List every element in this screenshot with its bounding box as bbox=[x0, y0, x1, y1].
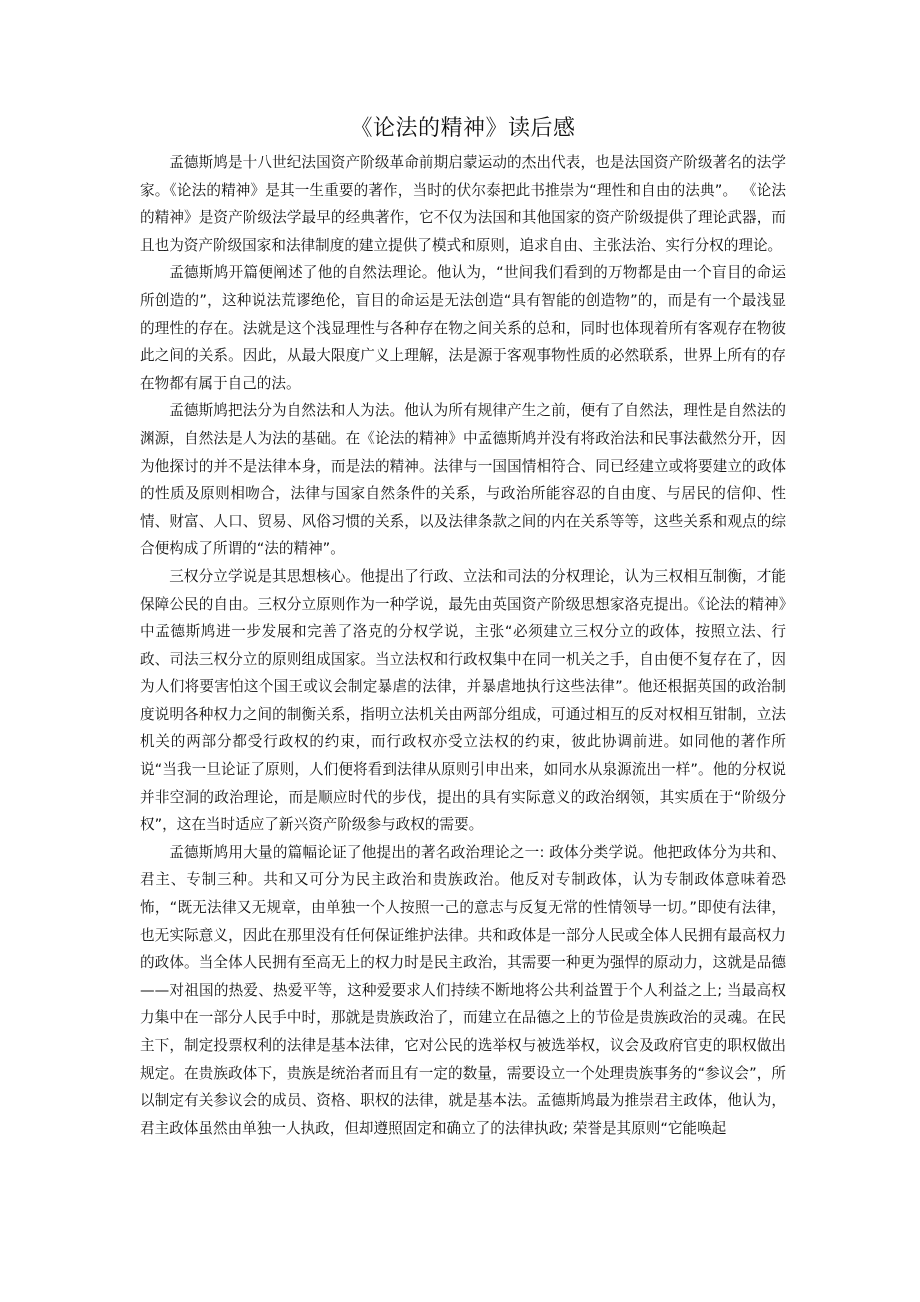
paragraph-1: 孟德斯鸠是十八世纪法国资产阶级革命前期启蒙运动的杰出代表，也是法国资产阶级著名的法学家。《论法的精神》是其一生重要的著作，当时的伏尔泰把此书推崇为“理性和自由的法典”。 《论法的精神》是资产阶级法学最早的经典著作，它不仅为法国和其他国家的资产阶级提供了理论武器，而且也为资产阶级国家和法律制度的建立提供了模式和原则，追求自由、主张法治、实行分权的理论。 bbox=[140, 154, 786, 254]
paragraph-4: 三权分立学说是其思想核心。他提出了行政、立法和司法的分权理论，认为三权相互制衡，才能保障公民的自由。三权分立原则作为一种学说，最先由英国资产阶级思想家洛克提出。《论法的精神》中孟德斯鸠进一步发展和完善了洛克的分权学说，主张“必须建立三权分立的政体，按照立法、行政、司法三权分立的原则组成国家。当立法权和行政权集中在同一机关之手，自由便不复存在了，因为人们将要害怕这个国王或议会制定暴虐的法律，并暴虐地执行这些法律”。他还根据英国的政治制度说明各种权力之间的制衡关系，指明立法机关由两部分组成，可通过相互的反对权相互钳制，立法机关的两部分都受行政权的约束，而行政权亦受立法权的约束，彼此协调前进。如同他的著作所说“当我一旦论证了原则，人们便将看到法律从原则引申出来，如同水从泉源流出一样”。他的分权说并非空洞的政治理论，而是顺应时代的步伐，提出的具有实际意义的政治纲领，其实质在于“阶级分权”，这在当时适应了新兴资产阶级参与政权的需要。 bbox=[140, 567, 786, 834]
paragraph-5: 孟德斯鸠用大量的篇幅论证了他提出的著名政治理论之一: 政体分类学说。他把政体分为共和、君主、专制三种。共和又可分为民主政治和贵族政治。他反对专制政体，认为专制政体意味着恐怖，“既无法律又无规章，由单独一个人按照一己的意志与反复无常的性情领导一切。”即使有法律，也无实际意义，因此在那里没有任何保证维护法律。共和政体是一部分人民或全体人民拥有最高权力的政体。当全体人民拥有至高无上的权力时是民主政治，其需要一种更为强悍的原动力，这就是品德——对祖国的热爱、热爱平等，这种爱要求人们持续不断地将公共利益置于个人利益之上; 当最高权力集中在一部分人民手中时，那就是贵族政治了，而建立在品德之上的节俭是贵族政治的灵魂。在民主下，制定投票权利的法律是基本法律，它对公民的选举权与被选举权，议会及政府官吏的职权做出规定。在贵族政体下，贵族是统治者而且有一定的数量，需要设立一个处理贵族事务的“参议会”，所以制定有关参议会的成员、资格、职权的法律，就是基本法。孟德斯鸠最为推崇君主政体，他认为，君主政体虽然由单独一人执政，但却遵照固定和确立了的法律执政; 荣誉是其原则“它能唤起 bbox=[140, 843, 786, 1137]
paragraph-3: 孟德斯鸠把法分为自然法和人为法。他认为所有规律产生之前，便有了自然法，理性是自然法的渊源，自然法是人为法的基础。在《论法的精神》中孟德斯鸠并没有将政治法和民事法截然分开，因为他探讨的并不是法律本身，而是法的精神。法律与一国国情相符合、同已经建立或将要建立的政体的性质及原则相吻合，法律与国家自然条件的关系，与政治所能容忍的自由度、与居民的信仰、性情、财富、人口、贸易、风俗习惯的关系，以及法律条款之间的内在关系等等，这些关系和观点的综合便构成了所谓的“法的精神”。 bbox=[140, 402, 786, 558]
paragraph-2: 孟德斯鸠开篇便阐述了他的自然法理论。他认为，“世间我们看到的万物都是由一个盲目的命运所创造的”，这种说法荒谬绝伦，盲目的命运是无法创造“具有智能的创造物”的，而是有一个最浅显的理性的存在。法就是这个浅显理性与各种存在物之间关系的总和，同时也体现着所有客观存在物彼此之间的关系。因此，从最大限度广义上理解，法是源于客观事物性质的必然联系，世界上所有的存在物都有属于自己的法。 bbox=[140, 264, 786, 392]
document-page bbox=[140, 112, 786, 1142]
document-title: 《论法的精神》读后感 bbox=[350, 116, 576, 141]
